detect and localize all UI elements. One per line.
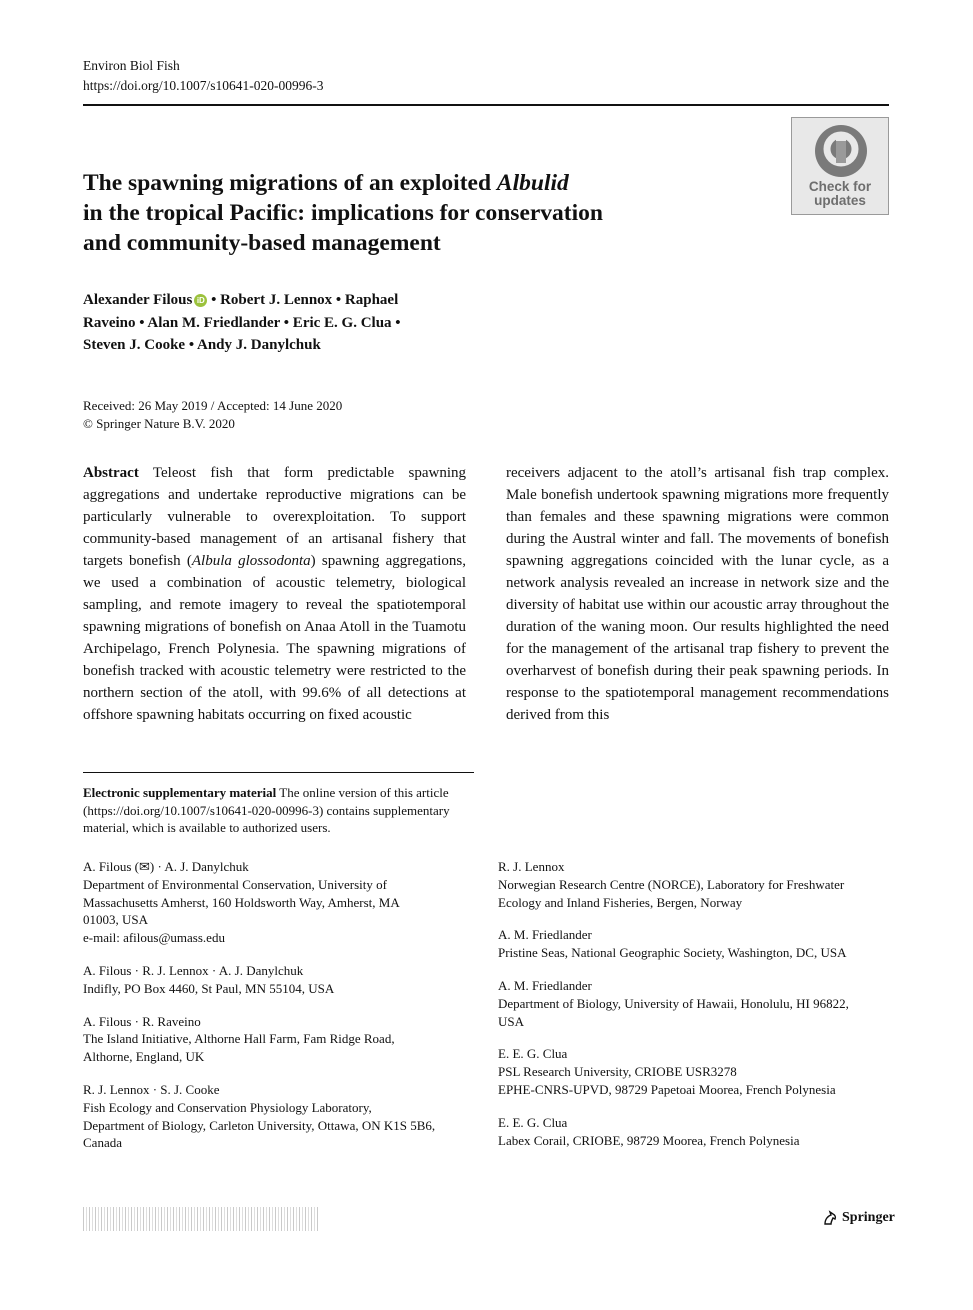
supplementary-rule [83,772,474,773]
affiliation-line: PSL Research University, CRIOBE USR3278 [498,1064,737,1080]
affiliations-right [498,858,893,1164]
author-list [83,289,483,357]
received-accepted: Received: 26 May 2019 / Accepted: 14 June 2020 [83,398,343,413]
affiliation-authors: A. M. Friedlander [498,927,592,943]
affiliation-block [498,1045,893,1098]
abstract-text-right: receivers adjacent to the atoll’s artisanal fish trap complex. Male bonefish undertook spawning migrations more frequently than females and these spawning migrations were common during the Austral winter and fall. The movements of bonefish spawning aggregations coincided with the lunar cycle, as a network analysis revealed an increase in network size and the diversity of habitat use within our acoustic array throughout the duration of the waning moon. Our results highlighted the need for the management of the artisanal trap fishery to prevent the overharvest of bonefish during their peak spawning periods. In response to the spatiotemporal management recommendations derived from this [506,465,889,723]
affiliation-line: Labex Corail, CRIOBE, 98729 Moorea, French Polynesia [498,1132,800,1148]
header-rule [83,104,889,106]
affiliation-block [83,1081,478,1152]
badge-line-1: Check for [808,179,872,194]
affiliation-block [83,858,478,947]
springer-logo [822,1208,895,1228]
title-part-3: and community-based management [83,230,441,256]
abstract-right-column [506,462,889,726]
affiliation-block [498,858,893,911]
supplementary-link[interactable]: https://doi.org/10.1007/s10641-020-00996-3 [87,802,319,818]
affiliation-block [498,1114,893,1150]
species-name: Albula glossodonta [191,553,311,569]
affiliation-authors: R. J. Lennox [498,859,565,874]
affiliations-left [83,858,478,1167]
affiliation-authors: A. Filous · R. J. Lennox · A. J. Danylchuk [83,962,304,978]
affiliation-line: Pristine Seas, National Geographic Society, Washington, DC, USA [498,945,847,961]
supplementary-label: Electronic supplementary material [83,785,277,800]
title-part-2: in the tropical Pacific: implications for conservation [83,200,603,226]
badge-line-2: updates [814,193,866,208]
affiliation-block [83,962,478,998]
author-line-2: Raveino • Alan M. Friedlander • Eric E. G. Clua • [83,314,401,331]
affiliation-line: Indifly, PO Box 4460, St Paul, MN 55104, USA [83,980,335,996]
title-italic: Albulid [496,170,569,196]
author-line-1-rest: • Robert J. Lennox • Raphael [207,292,399,308]
affiliation-block [498,926,893,962]
supplementary-text-b: ) contains supplementary material, which is available to authorized users. [83,802,450,835]
abstract-label: Abstract [83,465,139,481]
title-part-1: The spawning migrations of an exploited [83,170,497,196]
affiliation-line: Canada [83,1135,122,1151]
journal-header [83,56,324,96]
affiliation-authors: R. J. Lennox · S. J. Cooke [83,1081,220,1097]
affiliation-authors: A. Filous (✉) · A. J. Danylchuk [83,859,249,874]
affiliation-line: Norwegian Research Centre (NORCE), Laboratory for Freshwater [498,876,845,892]
doi-link[interactable]: https://doi.org/10.1007/s10641-020-00996-3 [83,78,324,93]
affiliation-line: Department of Biology, University of Hawaii, Honolulu, HI 96822, [498,995,849,1011]
author-line-3: Steven J. Cooke • Andy J. Danylchuk [83,337,321,353]
affiliation-line: 01003, USA [83,912,149,928]
abstract-left-column [83,462,466,726]
check-for-updates-badge[interactable] [791,117,889,215]
abstract-text-b: ) spawning aggregations, we used a combination of acoustic telemetry, biological sampling, and remote imagery to reveal the spatiotemporal spawning migrations of bonefish on Anaa Atoll in the Tuamotu Archipelago, French Polynesia. The spawning migrations of bonefish tracked with acoustic telemetry were restricted to the northern section of the atoll, with 99.6% of all detections at offshore spawning habitats occurring on fixed acoustic [83,553,466,723]
springer-wordmark: Springer [842,1210,895,1225]
article-title [83,168,743,258]
abstract-text-a: Teleost fish that form predictable spawning aggregations and undertake reproductive migrations can be particularly vulnerable to overexploitation. To support community-based management of an artisanal fishery that targets bonefish ( [83,465,466,569]
affiliation-line[interactable]: e-mail: afilous@umass.edu [83,930,225,946]
article-dates [83,397,342,433]
journal-name: Environ Biol Fish [83,58,180,73]
affiliation-line: USA [498,1013,525,1029]
affiliation-authors: A. Filous · R. Raveino [83,1013,201,1029]
affiliation-line: Althorne, England, UK [83,1049,205,1065]
affiliation-line: Fish Ecology and Conservation Physiology Laboratory, [83,1099,372,1115]
springer-horse-icon [822,1210,838,1226]
affiliation-block [498,977,893,1030]
affiliation-line: Department of Environmental Conservation, University of [83,876,387,892]
copyright: © Springer Nature B.V. 2020 [83,416,235,431]
badge-label [792,180,888,208]
affiliation-line: Ecology and Inland Fisheries, Bergen, Norway [498,894,743,910]
crossmark-icon [792,118,890,180]
supplementary-note [83,784,474,837]
affiliation-line: The Island Initiative, Althorne Hall Farm, Fam Ridge Road, [83,1031,395,1047]
affiliation-line: Massachusetts Amherst, 160 Holdsworth Way, Amherst, MA [83,894,400,910]
affiliation-authors: A. M. Friedlander [498,977,592,993]
supplementary-text-a: The online version of this article ( [83,785,449,818]
affiliation-line: EPHE-CNRS-UPVD, 98729 Papetoai Moorea, French Polynesia [498,1081,836,1097]
author-filous[interactable]: Alexander Filous [83,292,193,308]
affiliation-authors: E. E. G. Clua [498,1046,568,1062]
barcode-image [83,1207,319,1231]
affiliation-authors: E. E. G. Clua [498,1114,568,1130]
orcid-icon[interactable]: iD [194,294,207,307]
affiliation-line: Department of Biology, Carleton University, Ottawa, ON K1S 5B6, [83,1117,436,1133]
affiliation-block [83,1013,478,1066]
